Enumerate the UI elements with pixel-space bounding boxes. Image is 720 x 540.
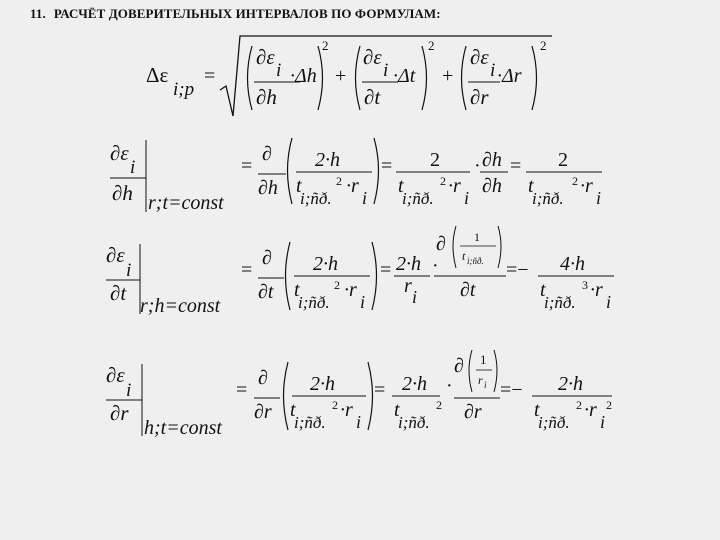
d1-frac-num: 2·h: [315, 149, 340, 171]
plus-1: +: [335, 65, 347, 87]
d1-result-tsub: i;ñð.: [532, 189, 564, 208]
delta-epsilon: Δε: [146, 63, 169, 87]
delta-epsilon-sub: i;p: [173, 79, 195, 100]
paren-right: [532, 46, 537, 110]
d3-minus: =−: [500, 379, 523, 401]
d2-inner-num: 1: [474, 230, 480, 244]
d1-partial-num: ∂: [262, 143, 272, 165]
plus-2: +: [442, 65, 454, 87]
d2-result-t: t: [540, 279, 546, 301]
d1-dot: ·: [474, 155, 481, 177]
d1-result-rsub: i: [596, 188, 602, 208]
d3-frac-num: 2·h: [310, 373, 335, 395]
t1-num-sub: i: [276, 60, 282, 81]
d3-sq: 2: [332, 398, 338, 412]
d1-eq3: =: [510, 155, 522, 177]
d1-sq: 2: [336, 174, 342, 188]
d2-num-sub: i: [126, 260, 132, 281]
paren-right: [498, 226, 501, 268]
d2-inner-den: t: [462, 249, 466, 263]
d3-result-num: 2·h: [558, 373, 583, 395]
d2-step2-den: r: [404, 275, 412, 297]
d3-result-rsq: 2: [606, 398, 612, 412]
d1-t-sub: i;ñð.: [300, 189, 332, 208]
slide-title-text: РАСЧЁТ ДОВЕРИТЕЛЬНЫХ ИНТЕРВАЛОВ ПО ФОРМУЛАМ:: [53, 6, 441, 21]
t1-den: ∂h: [256, 85, 277, 109]
d2-result-num: 4·h: [560, 253, 585, 275]
main-equals: =: [204, 65, 216, 87]
d3-condition: h;t=const: [144, 417, 222, 439]
d2-step2-densub: i: [412, 287, 418, 307]
d2-r: ·r: [344, 279, 357, 301]
t3-power: 2: [540, 38, 547, 53]
d1-result-sq: 2: [572, 174, 578, 188]
d3-num: ∂ε: [106, 363, 125, 387]
derivative-h: [110, 138, 602, 214]
paren-right: [318, 46, 323, 110]
d1-step2-t: t: [398, 175, 404, 197]
derivative-r: [106, 350, 612, 439]
d1-step2-r: ·r: [448, 175, 461, 197]
t1-power: 2: [322, 38, 329, 53]
d2-condition: r;h=const: [140, 295, 221, 317]
derivative-t: [106, 226, 614, 317]
d2-eq2: =: [380, 259, 392, 281]
paren-left: [356, 46, 361, 110]
d1-r: ·r: [346, 175, 359, 197]
d2-result-tsub: i;ñð.: [544, 293, 576, 312]
d2-result-r: ·r: [590, 279, 603, 301]
d2-eq: =: [241, 259, 253, 281]
d2-den: ∂t: [110, 281, 127, 305]
formula-main: [146, 36, 552, 116]
d1-r-sub: i: [362, 188, 368, 208]
t1-mult: ·Δh: [290, 65, 317, 87]
d1-eq: =: [241, 155, 253, 177]
t2-mult: ·Δt: [393, 65, 416, 87]
paren-left: [284, 362, 289, 430]
d2-nested-partial: ∂: [436, 233, 446, 255]
d1-step3-num: ∂h: [482, 149, 502, 171]
d1-num: ∂ε: [110, 141, 129, 165]
d2-t: t: [294, 279, 300, 301]
d3-inner-den: r: [478, 373, 483, 387]
d2-frac-num: 2·h: [313, 253, 338, 275]
d3-partial-num: ∂: [258, 367, 268, 389]
d1-step3-den: ∂h: [482, 175, 502, 197]
t2-num: ∂ε: [363, 45, 382, 69]
d3-t: t: [290, 399, 296, 421]
slide-number: 11.: [30, 6, 46, 21]
d1-step2-tsub: i;ñð.: [402, 189, 434, 208]
d2-dot: ·: [432, 255, 439, 277]
paren-left: [248, 46, 253, 110]
d3-result-t: t: [534, 399, 540, 421]
d2-r-sub: i: [360, 292, 366, 312]
d3-num-sub: i: [126, 380, 132, 401]
paren-right: [422, 46, 427, 110]
paren-left: [288, 138, 293, 204]
d1-step2-rsub: i: [464, 188, 470, 208]
d1-result-num: 2: [558, 149, 568, 171]
t3-den: ∂r: [470, 85, 489, 109]
d3-r: ·r: [340, 399, 353, 421]
d1-result-r: ·r: [580, 175, 593, 197]
d2-cube: 3: [582, 278, 588, 292]
t3-num: ∂ε: [470, 45, 489, 69]
t3-num-sub: i: [490, 60, 496, 81]
d3-step2-t: t: [394, 399, 400, 421]
d3-dot: ·: [446, 375, 453, 397]
d1-result-t: t: [528, 175, 534, 197]
t2-power: 2: [428, 38, 435, 53]
t2-num-sub: i: [383, 60, 389, 81]
d1-step2-num: 2: [430, 149, 440, 171]
d2-step2-num: 2·h: [396, 253, 421, 275]
d2-nested-den: ∂t: [460, 279, 476, 301]
paren-left: [469, 350, 472, 392]
d3-nested-den: ∂r: [464, 401, 482, 423]
d1-eq2: =: [381, 155, 393, 177]
paren-right: [494, 350, 497, 392]
d2-partial-num: ∂: [262, 247, 272, 269]
paren-left: [462, 46, 467, 110]
d1-step2-sq: 2: [440, 174, 446, 188]
d2-op-den: ∂t: [258, 281, 274, 303]
d1-condition: r;t=const: [148, 192, 224, 214]
d2-num: ∂ε: [106, 243, 125, 267]
d3-result-r: ·r: [584, 399, 597, 421]
paren-right: [372, 242, 377, 310]
d3-inner-sub: i: [484, 380, 487, 390]
d3-result-sq: 2: [576, 398, 582, 412]
d3-step2-tsub: i;ñð.: [398, 413, 430, 432]
t2-den: ∂t: [364, 85, 381, 109]
d3-eq2: =: [374, 379, 386, 401]
paren-left: [453, 226, 456, 268]
d2-minus: =−: [506, 259, 529, 281]
d3-inner-num: 1: [480, 352, 487, 367]
d3-nested-partial: ∂: [454, 355, 464, 377]
d3-step2-sq: 2: [436, 398, 442, 412]
paren-left: [286, 242, 291, 310]
d2-result-rsub: i: [606, 292, 612, 312]
d1-t: t: [296, 175, 302, 197]
paren-right: [374, 138, 379, 204]
d1-den: ∂h: [112, 181, 133, 205]
d3-t-sub: i;ñð.: [294, 413, 326, 432]
paren-right: [368, 362, 373, 430]
d1-op-den: ∂h: [258, 177, 278, 199]
d2-t-sub: i;ñð.: [298, 293, 330, 312]
d3-result-tsub: i;ñð.: [538, 413, 570, 432]
d1-num-sub: i: [130, 157, 136, 178]
d3-step2-num: 2·h: [402, 373, 427, 395]
d3-r-sub: i: [356, 412, 362, 432]
d3-eq: =: [236, 379, 248, 401]
t1-num: ∂ε: [256, 45, 275, 69]
d2-inner-sub: i;ñð.: [467, 256, 484, 266]
d3-op-den: ∂r: [254, 401, 272, 423]
d3-den: ∂r: [110, 401, 129, 425]
t3-mult: ·Δr: [497, 65, 522, 87]
d3-result-rsub: i: [600, 412, 606, 432]
d2-sq: 2: [334, 278, 340, 292]
